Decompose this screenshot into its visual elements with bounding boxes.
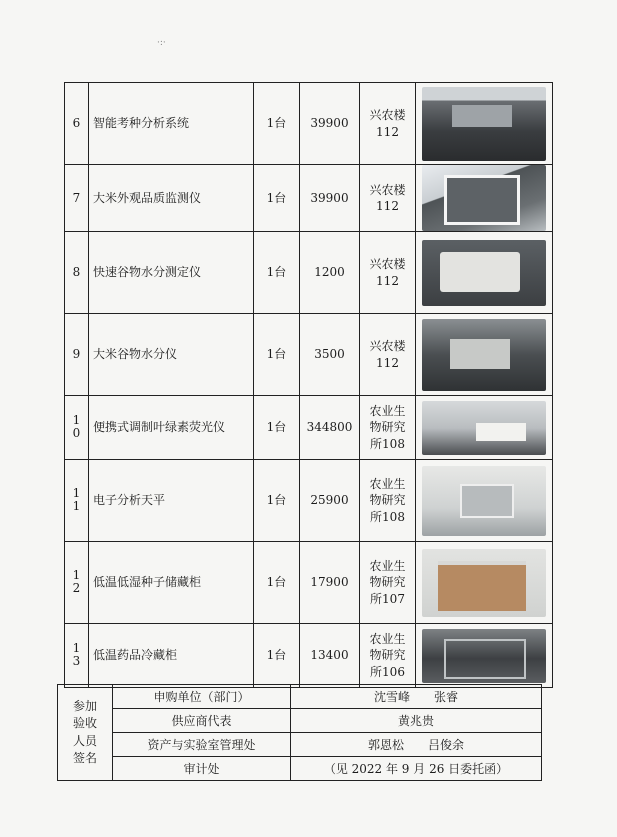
signer-cell: （见 2022 年 9 月 26 日委托函） [291,757,542,781]
location: 农业生物研究所108 [360,396,416,460]
price: 13400 [300,624,360,688]
equipment-row [65,83,553,165]
quantity: 1台 [254,624,300,688]
quantity: 1台 [254,165,300,232]
equipment-photo-cell [416,165,553,232]
row-index: 11 [65,460,89,542]
location: 农业生物研究所106 [360,624,416,688]
signature-side-label [58,685,113,781]
role-cell: 申购单位（部门） [113,685,291,709]
role-cell: 审计处 [113,757,291,781]
quantity: 1台 [254,396,300,460]
row-index: 13 [65,624,89,688]
equipment-photo [422,401,546,455]
equipment-photo [422,549,546,617]
row-index: 6 [65,83,89,165]
quantity: 1台 [254,460,300,542]
equipment-photo-cell [416,624,553,688]
equipment-row [65,232,553,314]
side-label-text: 参加验收人员签名 [72,698,97,765]
row-index: 12 [65,542,89,624]
equipment-row [65,396,553,460]
equipment-row [65,624,553,688]
equipment-photo-cell [416,396,553,460]
equipment-row [65,542,553,624]
quantity: 1台 [254,83,300,165]
quantity: 1台 [254,232,300,314]
row-index: 9 [65,314,89,396]
location: 兴农楼112 [360,165,416,232]
equipment-row [65,165,553,232]
equipment-name: 大米谷物水分仪 [89,314,254,396]
price: 25900 [300,460,360,542]
signer-cell: 郭恩松 吕俊余 [291,733,542,757]
equipment-name: 便携式调制叶绿素荧光仪 [89,396,254,460]
location: 兴农楼112 [360,83,416,165]
equipment-name: 低温药品冷藏柜 [89,624,254,688]
equipment-name: 快速谷物水分测定仪 [89,232,254,314]
equipment-photo [422,240,546,306]
row-index: 8 [65,232,89,314]
signature-row [58,685,542,709]
equipment-photo [422,629,546,683]
signature-row [58,709,542,733]
equipment-photo [422,319,546,391]
price: 17900 [300,542,360,624]
signer-cell: 沈雪峰 张睿 [291,685,542,709]
signature-row [58,733,542,757]
price: 1200 [300,232,360,314]
equipment-photo [422,87,546,161]
equipment-photo [422,466,546,536]
equipment-photo-cell [416,542,553,624]
scan-mark: ·:· [157,38,166,48]
signature-row [58,757,542,781]
equipment-table [64,82,553,688]
quantity: 1台 [254,314,300,396]
row-index: 10 [65,396,89,460]
price: 39900 [300,165,360,232]
equipment-photo-cell [416,314,553,396]
location: 农业生物研究所108 [360,460,416,542]
price: 39900 [300,83,360,165]
equipment-name: 大米外观品质监测仪 [89,165,254,232]
equipment-name: 电子分析天平 [89,460,254,542]
location: 农业生物研究所107 [360,542,416,624]
equipment-name: 低温低湿种子储藏柜 [89,542,254,624]
equipment-photo-cell [416,460,553,542]
acceptance-signature-table [57,684,542,781]
equipment-photo [422,165,546,231]
equipment-name: 智能考种分析系统 [89,83,254,165]
quantity: 1台 [254,542,300,624]
signer-cell: 黄兆贵 [291,709,542,733]
equipment-photo-cell [416,232,553,314]
price: 344800 [300,396,360,460]
price: 3500 [300,314,360,396]
equipment-photo-cell [416,83,553,165]
role-cell: 供应商代表 [113,709,291,733]
equipment-row [65,460,553,542]
row-index: 7 [65,165,89,232]
role-cell: 资产与实验室管理处 [113,733,291,757]
location: 兴农楼112 [360,314,416,396]
equipment-row [65,314,553,396]
location: 兴农楼112 [360,232,416,314]
